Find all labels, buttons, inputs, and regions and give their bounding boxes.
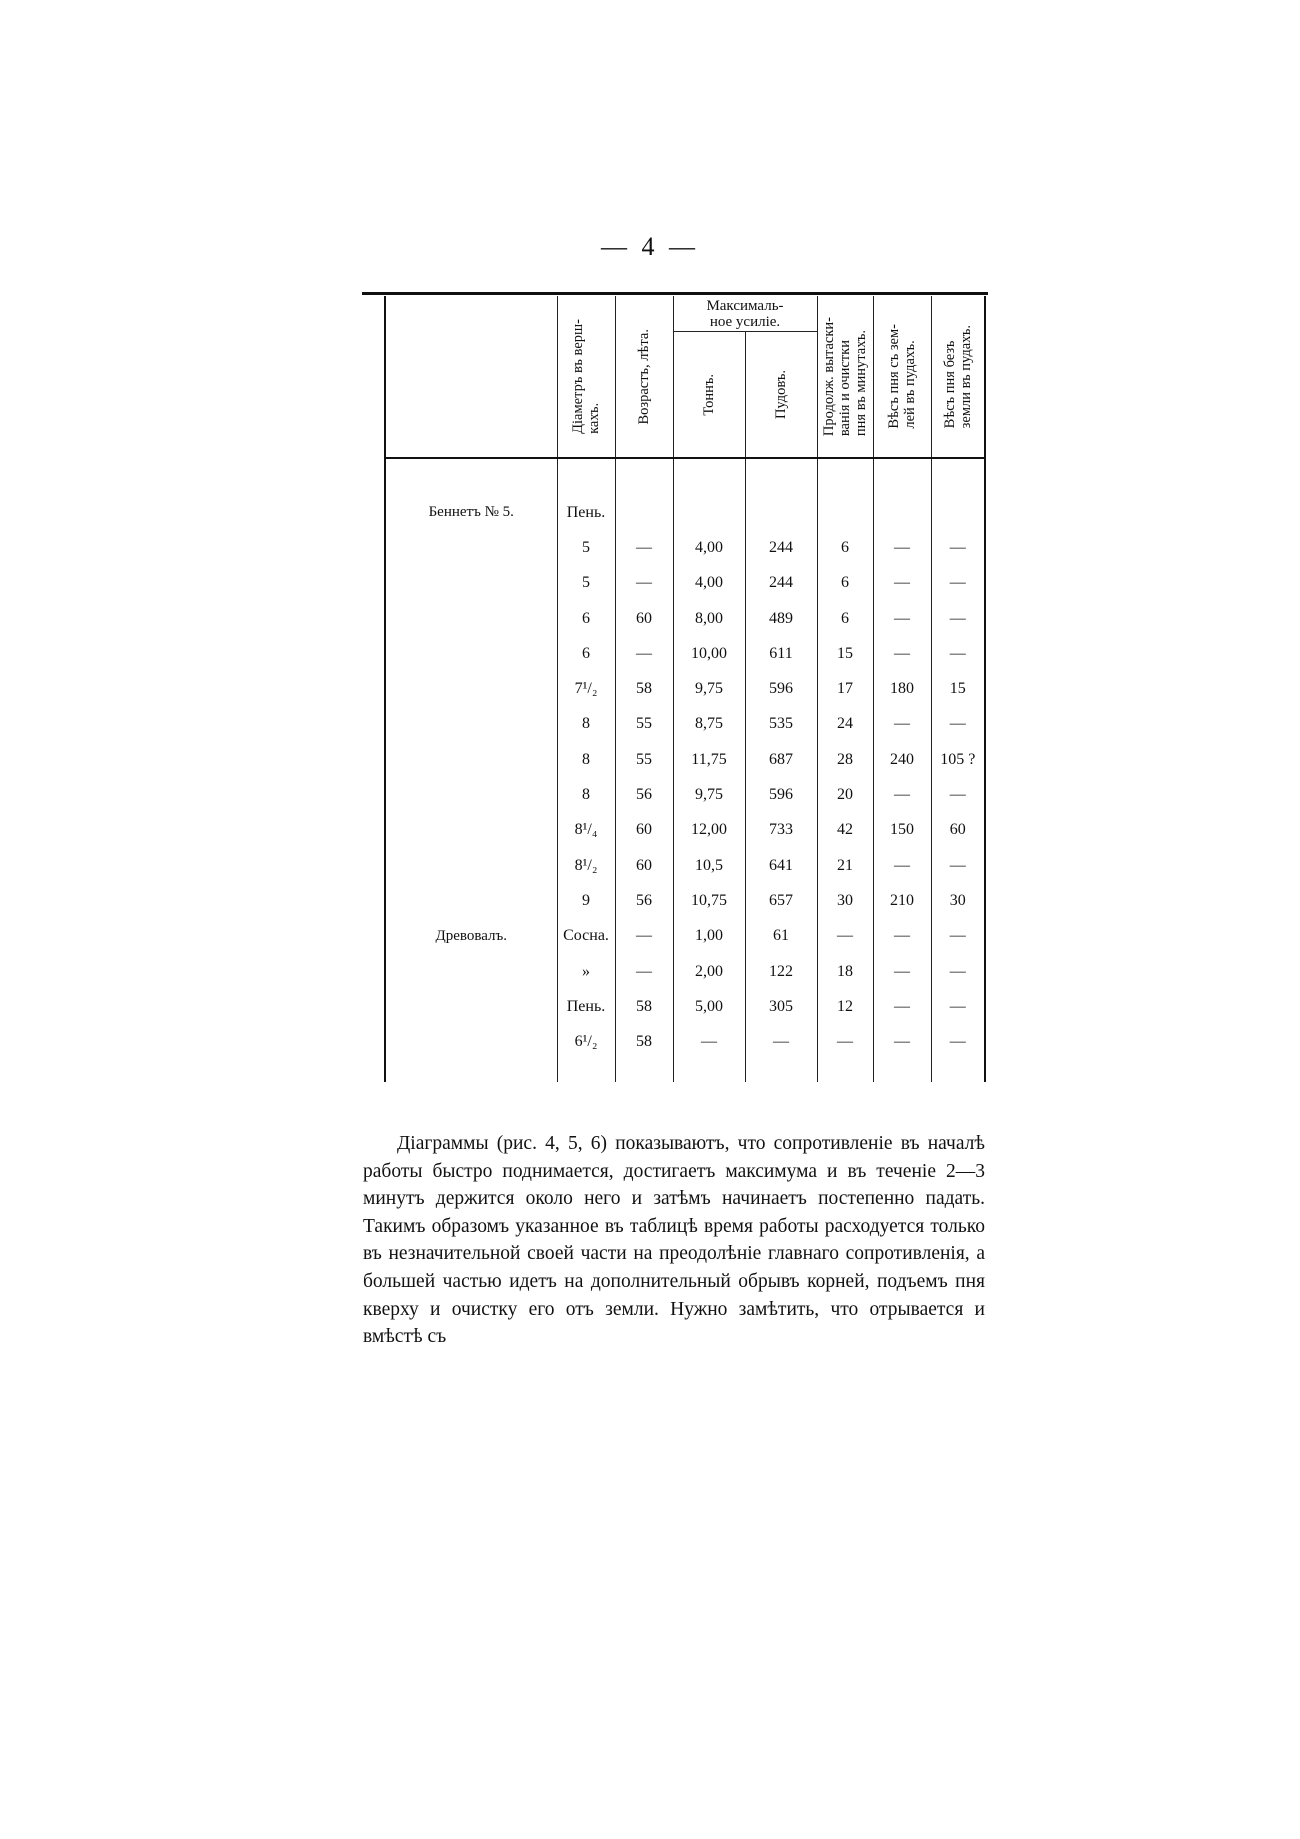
row-label [385,954,557,989]
cell-duration: 17 [817,671,873,706]
cell-age: 58 [615,989,673,1024]
cell-poods: 733 [745,813,817,848]
cell-tons: 9,75 [673,777,745,812]
cell-diameter: 5 [557,566,615,601]
cell-poods [745,495,817,530]
cell-weight-with-earth: 240 [873,742,931,777]
cell-weight-with-earth: — [873,954,931,989]
row-label [385,671,557,706]
cell-weight-without-earth: — [931,530,985,565]
table-top-rule [362,292,988,295]
cell-age: 58 [615,671,673,706]
table-row [385,883,985,918]
cell-tons [673,495,745,530]
cell-diameter: 8¹/₄ [557,813,615,848]
cell-duration: 21 [817,848,873,883]
cell-weight-with-earth: — [873,1024,931,1059]
row-label: Древовалъ. [385,919,557,954]
cell-age: — [615,954,673,989]
row-label [385,530,557,565]
cell-weight-with-earth: — [873,919,931,954]
row-label [385,636,557,671]
cell-duration: — [817,919,873,954]
cell-poods: — [745,1024,817,1059]
cell-diameter: 6 [557,601,615,636]
cell-diameter: 6 [557,636,615,671]
cell-tons: 2,00 [673,954,745,989]
cell-poods: 122 [745,954,817,989]
cell-duration: 28 [817,742,873,777]
cell-duration: 18 [817,954,873,989]
cell-weight-with-earth: 180 [873,671,931,706]
cell-weight-with-earth: — [873,566,931,601]
row-label [385,742,557,777]
header-empty-label [385,296,557,458]
header-poods: Пудовъ. [745,332,817,459]
row-label [385,813,557,848]
table-row [385,813,985,848]
cell-age: 56 [615,777,673,812]
cell-poods: 657 [745,883,817,918]
cell-weight-without-earth: — [931,636,985,671]
table-row [385,671,985,706]
cell-weight-without-earth: — [931,707,985,742]
cell-age: 60 [615,848,673,883]
header-diameter: Діаметръ въ верш- кахъ. [557,296,615,458]
cell-age: — [615,530,673,565]
row-label [385,989,557,1024]
header-max-force: Максималь- ное усиліе. [673,296,817,332]
cell-age: 58 [615,1024,673,1059]
cell-poods: 596 [745,671,817,706]
table-row [385,954,985,989]
cell-diameter: 5 [557,530,615,565]
header-weight-with-earth: Вѣсъ пня съ зем- лей въ пудахъ. [873,296,931,458]
table-row [385,919,985,954]
spacer-row [385,458,985,495]
cell-weight-without-earth: 105 ? [931,742,985,777]
cell-diameter: 8 [557,707,615,742]
cell-poods: 535 [745,707,817,742]
table-row [385,848,985,883]
cell-diameter: Пень. [557,989,615,1024]
cell-diameter: Пень. [557,495,615,530]
cell-duration: 6 [817,601,873,636]
row-label [385,707,557,742]
header-weight-without-earth: Вѣсъ пня безъ земли въ пудахъ. [931,296,985,458]
cell-poods: 244 [745,566,817,601]
cell-poods: 687 [745,742,817,777]
cell-age: 56 [615,883,673,918]
cell-weight-with-earth: — [873,989,931,1024]
cell-age: — [615,919,673,954]
cell-weight-without-earth: — [931,601,985,636]
cell-tons: 9,75 [673,671,745,706]
cell-duration: 12 [817,989,873,1024]
row-label [385,883,557,918]
cell-tons: 5,00 [673,989,745,1024]
cell-tons: 10,00 [673,636,745,671]
cell-age: 60 [615,813,673,848]
header-age: Возрастъ, лѣта. [615,296,673,458]
cell-diameter: 8¹/₂ [557,848,615,883]
row-label [385,566,557,601]
cell-weight-with-earth: — [873,707,931,742]
cell-poods: 596 [745,777,817,812]
cell-weight-without-earth: — [931,989,985,1024]
data-table [384,296,986,1082]
cell-weight-with-earth: — [873,777,931,812]
page-number: — 4 — [601,232,699,261]
cell-diameter: Сосна. [557,919,615,954]
cell-age: — [615,636,673,671]
cell-tons: 10,5 [673,848,745,883]
header-duration: Продолж. вытаски- ванія и очистки пня въ минутахъ. [817,296,873,458]
cell-tons: 1,00 [673,919,745,954]
cell-tons: 11,75 [673,742,745,777]
cell-poods: 244 [745,530,817,565]
cell-weight-with-earth [873,495,931,530]
cell-weight-with-earth: — [873,601,931,636]
cell-poods: 305 [745,989,817,1024]
cell-weight-without-earth: — [931,1024,985,1059]
cell-diameter: 9 [557,883,615,918]
cell-duration: 6 [817,566,873,601]
cell-tons: 12,00 [673,813,745,848]
cell-diameter: 7¹/₂ [557,671,615,706]
table-body [385,458,985,1082]
header-tons: Тоннъ. [673,332,745,459]
cell-duration: 30 [817,883,873,918]
cell-weight-without-earth: 15 [931,671,985,706]
table-row [385,1024,985,1059]
cell-tons: — [673,1024,745,1059]
cell-tons: 4,00 [673,530,745,565]
cell-weight-without-earth: 30 [931,883,985,918]
cell-diameter: 8 [557,742,615,777]
cell-duration: 42 [817,813,873,848]
table-row [385,742,985,777]
cell-age [615,495,673,530]
cell-duration [817,495,873,530]
body-paragraph: Діаграммы (рис. 4, 5, 6) показываютъ, что сопротивленіе въ началѣ работы быстро поднимается, достигаетъ максимума и въ теченіе 2—3 минутъ держится около него и затѣмъ начинаетъ постепенно падать. Такимъ образомъ указанное въ таблицѣ время работы расходуется только въ незначительной своей части на преодолѣніе главнаго сопротивленія, а большей частью идетъ на дополнительный обрывъ корней, подъемъ пня кверху и очистку его отъ земли. Нужно замѣтить, что отрывается и вмѣстѣ съ [363,1133,985,1348]
table-row [385,636,985,671]
cell-duration: 6 [817,530,873,565]
row-label: Беннетъ № 5. [385,495,557,530]
cell-weight-with-earth: — [873,530,931,565]
table-row [385,989,985,1024]
cell-duration: — [817,1024,873,1059]
table-row [385,777,985,812]
cell-age: 55 [615,707,673,742]
cell-age: 60 [615,601,673,636]
cell-weight-without-earth: — [931,848,985,883]
row-label [385,601,557,636]
table-row [385,707,985,742]
cell-diameter: 6¹/₂ [557,1024,615,1059]
table-row [385,530,985,565]
cell-duration: 20 [817,777,873,812]
cell-weight-with-earth: 210 [873,883,931,918]
cell-tons: 8,75 [673,707,745,742]
cell-poods: 641 [745,848,817,883]
cell-duration: 15 [817,636,873,671]
cell-weight-without-earth: — [931,777,985,812]
cell-tons: 8,00 [673,601,745,636]
cell-weight-without-earth: — [931,954,985,989]
cell-weight-without-earth: 60 [931,813,985,848]
cell-diameter: » [557,954,615,989]
cell-weight-with-earth: — [873,636,931,671]
table-header [385,296,985,458]
cell-age: — [615,566,673,601]
tail-row [385,1060,985,1082]
cell-weight-without-earth: — [931,566,985,601]
cell-poods: 61 [745,919,817,954]
cell-diameter: 8 [557,777,615,812]
cell-tons: 4,00 [673,566,745,601]
table-row [385,495,985,530]
cell-age: 55 [615,742,673,777]
table-row [385,566,985,601]
row-label [385,777,557,812]
cell-weight-with-earth: — [873,848,931,883]
cell-tons: 10,75 [673,883,745,918]
cell-duration: 24 [817,707,873,742]
cell-poods: 611 [745,636,817,671]
cell-poods: 489 [745,601,817,636]
cell-weight-with-earth: 150 [873,813,931,848]
row-label [385,1024,557,1059]
row-label [385,848,557,883]
table-row [385,601,985,636]
cell-weight-without-earth [931,495,985,530]
cell-weight-without-earth: — [931,919,985,954]
